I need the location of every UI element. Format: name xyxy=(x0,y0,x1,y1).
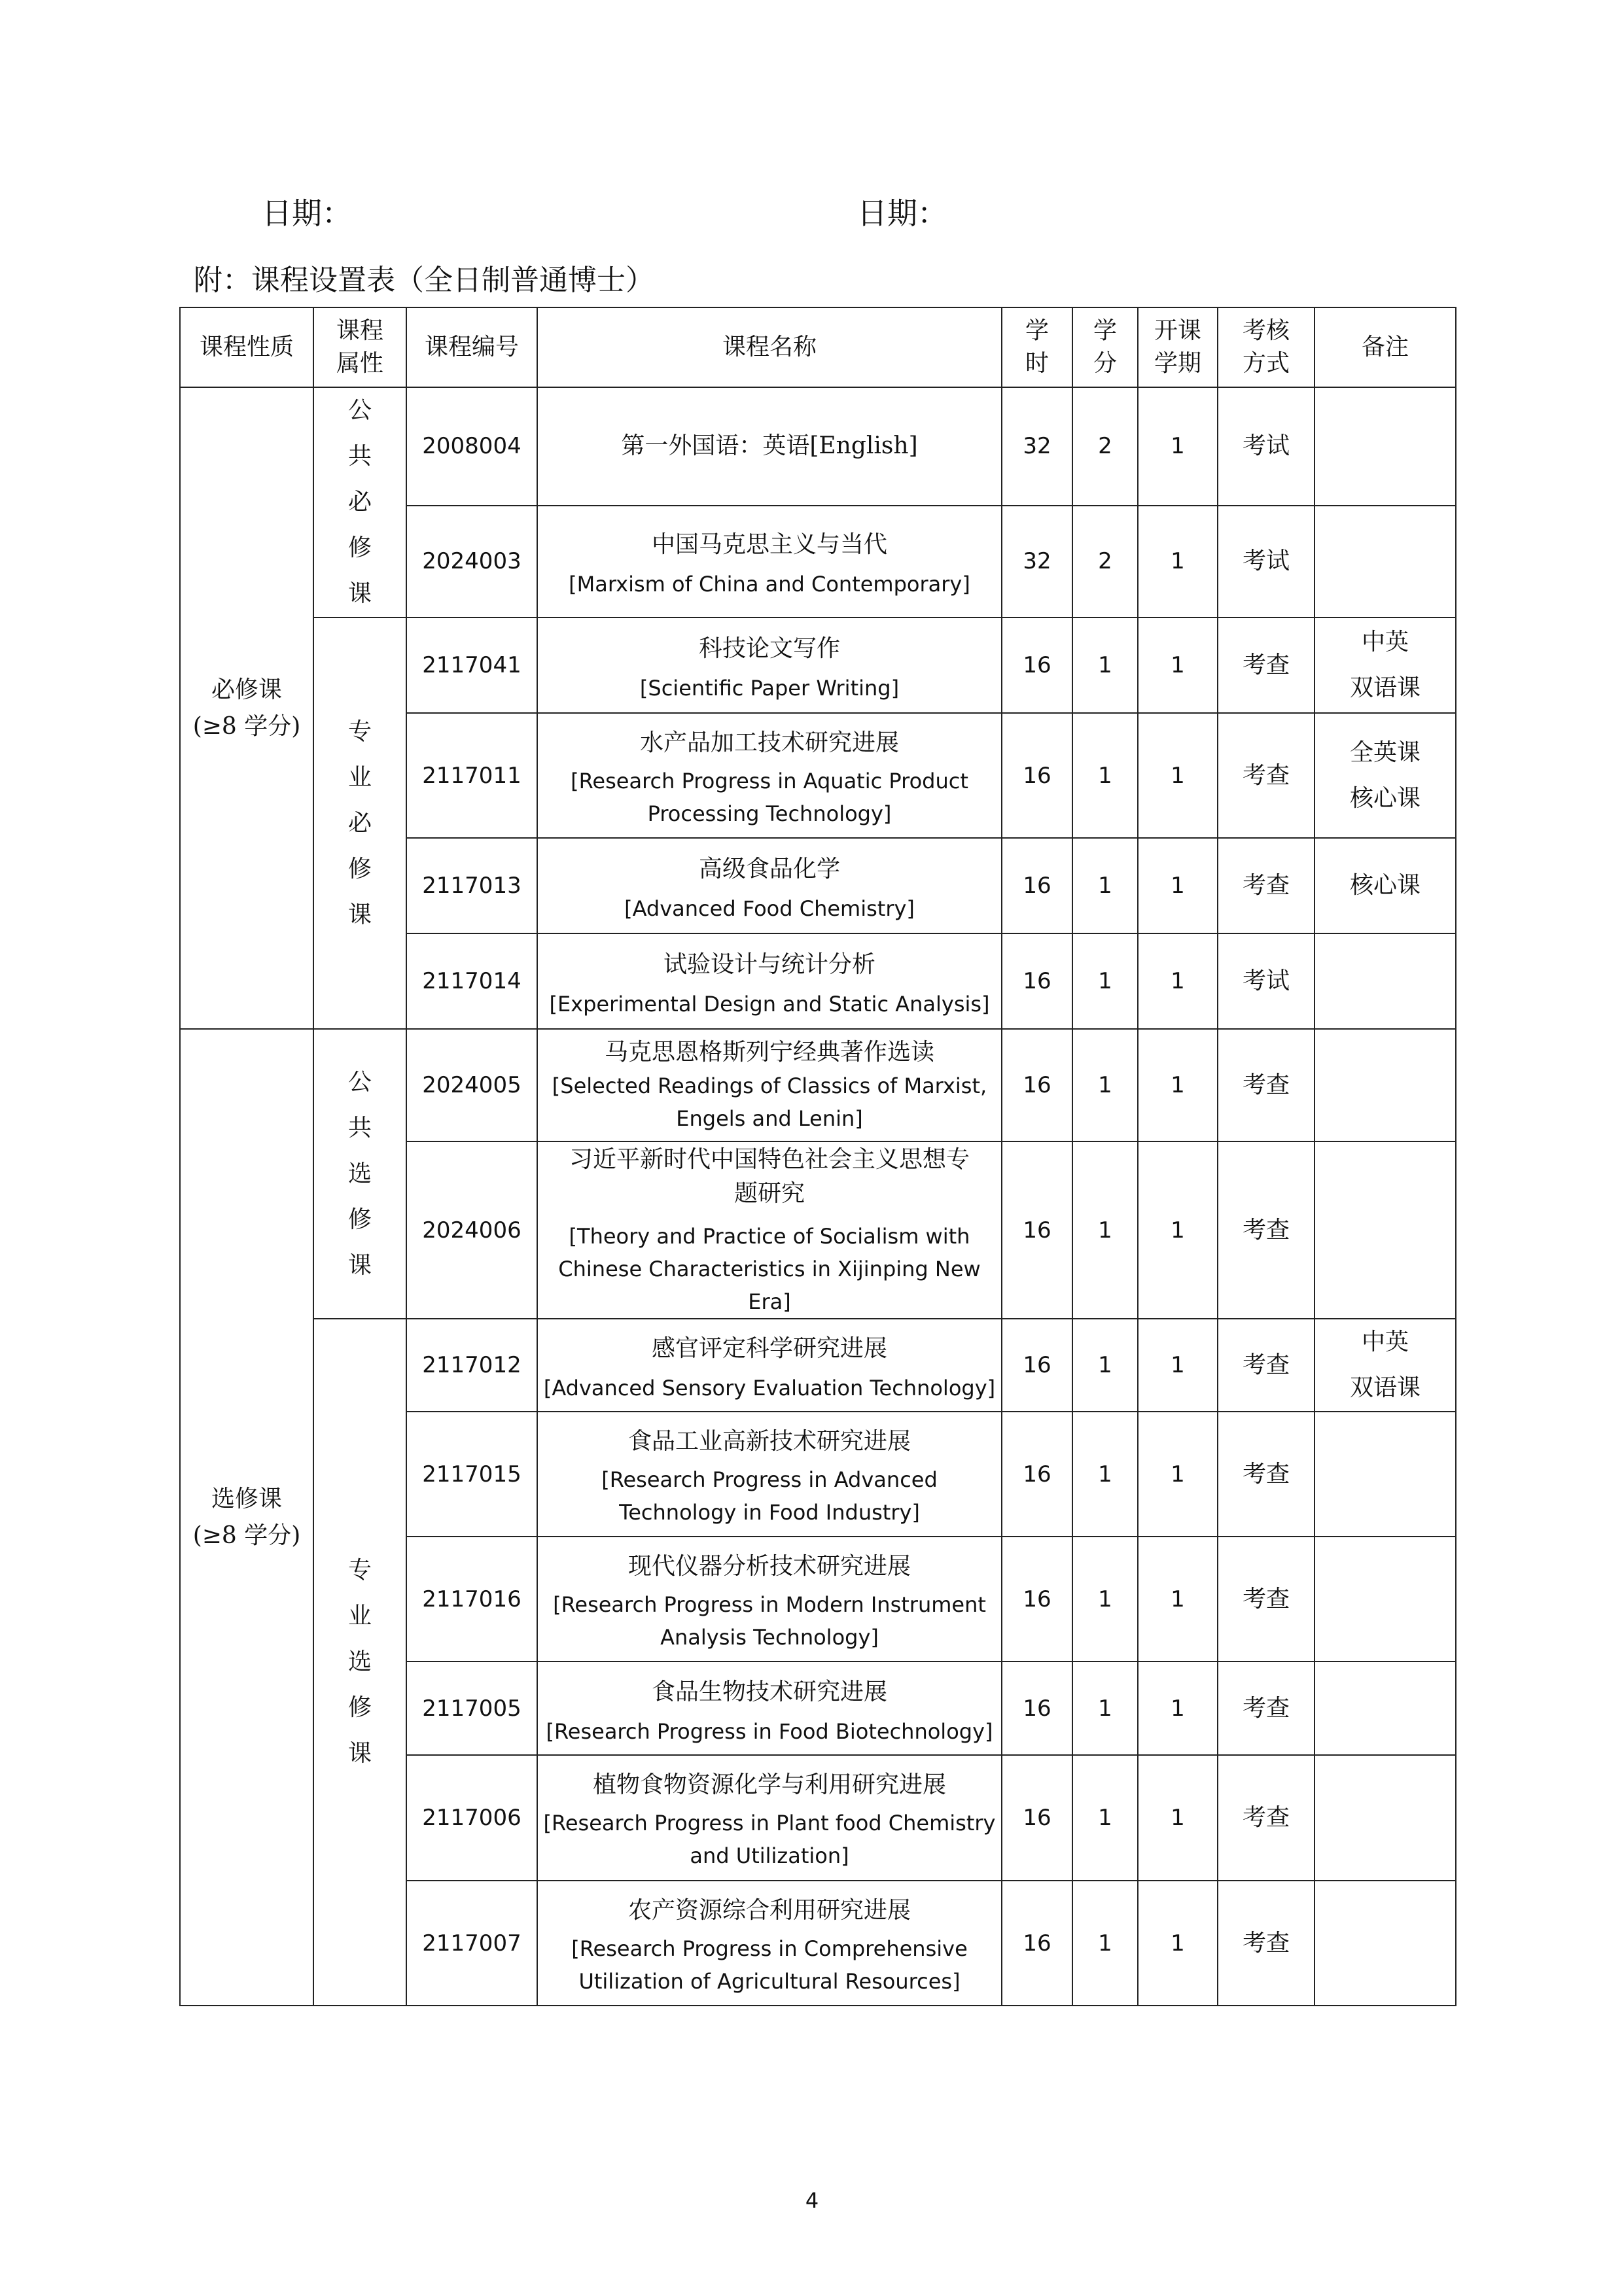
course-assessment: 考查 xyxy=(1218,713,1315,838)
header-code: 课程编号 xyxy=(406,307,537,387)
attribute-major-elective xyxy=(313,1319,406,2006)
course-code: 2117006 xyxy=(406,1755,537,1881)
course-name xyxy=(537,1141,1002,1319)
header-assessment xyxy=(1218,307,1315,387)
table-subtitle: 附：课程设置表（全日制普通博士） xyxy=(194,264,654,297)
course-semester: 1 xyxy=(1138,1141,1218,1319)
header-credits xyxy=(1072,307,1138,387)
table-row xyxy=(180,1029,1456,1141)
signature-date-left: 日期： xyxy=(262,196,352,231)
course-hours: 16 xyxy=(1002,933,1072,1029)
course-name-cn: 科技论文写作 xyxy=(698,635,840,662)
course-name-en: [Theory and Practice of Socialism with Chinese Characteristics in Xijinping New Era] xyxy=(558,1223,981,1314)
attribute-label: 专业选修课 xyxy=(347,1557,372,1767)
course-remark xyxy=(1315,1881,1456,2006)
course-name-en: [Research Progress in Modern Instrument Analysis Technology] xyxy=(553,1592,986,1650)
course-hours: 16 xyxy=(1002,1412,1072,1537)
course-name xyxy=(537,838,1002,933)
remark-line: 双语课 xyxy=(1349,1374,1421,1401)
course-remark xyxy=(1315,1319,1456,1412)
course-name-cn: 感官评定科学研究进展 xyxy=(651,1335,887,1362)
header-assessment-label: 考核方式 xyxy=(1242,317,1290,377)
attribute-label: 专业必修课 xyxy=(347,718,372,928)
course-hours: 16 xyxy=(1002,617,1072,713)
course-credits: 1 xyxy=(1072,1412,1138,1537)
course-assessment: 考查 xyxy=(1218,1881,1315,2006)
group-elective-credits: (≥8 学分) xyxy=(192,1522,301,1549)
course-remark xyxy=(1315,933,1456,1029)
header-hours xyxy=(1002,307,1072,387)
course-code: 2117011 xyxy=(406,713,537,838)
course-assessment: 考试 xyxy=(1218,506,1315,617)
course-credits: 1 xyxy=(1072,1755,1138,1881)
course-hours: 32 xyxy=(1002,506,1072,617)
course-credits: 1 xyxy=(1072,617,1138,713)
header-credits-label: 学分 xyxy=(1093,317,1117,377)
course-assessment: 考试 xyxy=(1218,387,1315,506)
course-name-cn: 植物食物资源化学与利用研究进展 xyxy=(592,1771,946,1798)
course-assessment: 考查 xyxy=(1218,1537,1315,1661)
course-name xyxy=(537,1537,1002,1661)
course-semester: 1 xyxy=(1138,1537,1218,1661)
course-remark xyxy=(1315,1412,1456,1537)
course-name-cn: 习近平新时代中国特色社会主义思想专题研究 xyxy=(569,1145,970,1207)
page-number: 4 xyxy=(805,2188,819,2213)
course-remark xyxy=(1315,1029,1456,1141)
table-row xyxy=(180,387,1456,506)
course-semester: 1 xyxy=(1138,1319,1218,1412)
course-name xyxy=(537,1319,1002,1412)
header-hours-label: 学时 xyxy=(1025,317,1049,377)
header-semester-label: 开课学期 xyxy=(1154,317,1201,377)
course-assessment: 考查 xyxy=(1218,1412,1315,1537)
course-name-cn: 水产品加工技术研究进展 xyxy=(639,729,899,756)
course-name-cn: 高级食品化学 xyxy=(698,856,840,882)
remark-line: 核心课 xyxy=(1349,872,1421,899)
course-name xyxy=(537,1755,1002,1881)
course-assessment: 考查 xyxy=(1218,838,1315,933)
course-name-en: [Advanced Food Chemistry] xyxy=(624,896,915,921)
course-remark xyxy=(1315,506,1456,617)
course-name-cn: 农产资源综合利用研究进展 xyxy=(627,1896,911,1924)
course-hours: 16 xyxy=(1002,1141,1072,1319)
course-remark xyxy=(1315,617,1456,713)
table-row xyxy=(180,1319,1456,1412)
course-credits: 1 xyxy=(1072,933,1138,1029)
table-row xyxy=(180,617,1456,713)
header-remarks: 备注 xyxy=(1315,307,1456,387)
remark-line: 中英 xyxy=(1361,629,1409,655)
course-code: 2117014 xyxy=(406,933,537,1029)
course-remark xyxy=(1315,1141,1456,1319)
header-name: 课程名称 xyxy=(537,307,1002,387)
course-name-cn: 马克思恩格斯列宁经典著作选读 xyxy=(604,1039,934,1066)
course-hours: 16 xyxy=(1002,1881,1072,2006)
course-name-en: [Marxism of China and Contemporary] xyxy=(569,572,970,597)
course-remark xyxy=(1315,387,1456,506)
course-code: 2117016 xyxy=(406,1537,537,1661)
course-hours: 16 xyxy=(1002,713,1072,838)
course-semester: 1 xyxy=(1138,1661,1218,1755)
course-assessment: 考查 xyxy=(1218,1141,1315,1319)
course-assessment: 考查 xyxy=(1218,1319,1315,1412)
course-hours: 16 xyxy=(1002,838,1072,933)
course-assessment: 考查 xyxy=(1218,1661,1315,1755)
course-name xyxy=(537,1412,1002,1537)
course-credits: 1 xyxy=(1072,713,1138,838)
group-required xyxy=(180,387,313,1029)
course-semester: 1 xyxy=(1138,387,1218,506)
course-code: 2117041 xyxy=(406,617,537,713)
course-credits: 1 xyxy=(1072,1029,1138,1141)
course-credits: 2 xyxy=(1072,387,1138,506)
course-code: 2024005 xyxy=(406,1029,537,1141)
course-hours: 16 xyxy=(1002,1755,1072,1881)
course-code: 2117005 xyxy=(406,1661,537,1755)
course-name-en: [Experimental Design and Static Analysis] xyxy=(549,992,990,1017)
course-code: 2117007 xyxy=(406,1881,537,2006)
group-required-label: 必修课 xyxy=(211,676,282,703)
course-semester: 1 xyxy=(1138,1412,1218,1537)
course-credits: 1 xyxy=(1072,1661,1138,1755)
course-name-en: [Research Progress in Comprehensive Utilization of Agricultural Resources] xyxy=(571,1936,968,1994)
course-remark xyxy=(1315,838,1456,933)
course-name-en: [Research Progress in Food Biotechnology] xyxy=(546,1718,993,1744)
course-name xyxy=(537,1029,1002,1141)
attribute-label: 公共选修课 xyxy=(347,1068,372,1279)
course-code: 2024006 xyxy=(406,1141,537,1319)
course-semester: 1 xyxy=(1138,1029,1218,1141)
course-name-en: [Scientific Paper Writing] xyxy=(639,676,900,701)
course-semester: 1 xyxy=(1138,933,1218,1029)
course-hours: 16 xyxy=(1002,1661,1072,1755)
course-code: 2117012 xyxy=(406,1319,537,1412)
course-semester: 1 xyxy=(1138,1881,1218,2006)
course-credits: 1 xyxy=(1072,1319,1138,1412)
remark-line: 中英 xyxy=(1361,1329,1409,1355)
course-semester: 1 xyxy=(1138,506,1218,617)
course-remark xyxy=(1315,1661,1456,1755)
course-name xyxy=(537,1661,1002,1755)
course-semester: 1 xyxy=(1138,838,1218,933)
course-code: 2008004 xyxy=(406,387,537,506)
remark-line: 双语课 xyxy=(1349,674,1421,701)
course-semester: 1 xyxy=(1138,1755,1218,1881)
attribute-public-required xyxy=(313,387,406,617)
course-code: 2117013 xyxy=(406,838,537,933)
remark-line: 全英课 xyxy=(1349,739,1421,766)
header-semester xyxy=(1138,307,1218,387)
course-code: 2024003 xyxy=(406,506,537,617)
course-name-cn: 中国马克思主义与当代 xyxy=(651,531,887,559)
table-header-row xyxy=(180,307,1456,387)
course-name-en: [Research Progress in Advanced Technology in Food Industry] xyxy=(601,1467,938,1525)
course-assessment: 考查 xyxy=(1218,1029,1315,1141)
attribute-major-required xyxy=(313,617,406,1029)
course-code: 2117015 xyxy=(406,1412,537,1537)
course-hours: 16 xyxy=(1002,1029,1072,1141)
course-remark xyxy=(1315,1537,1456,1661)
course-name-cn: 食品工业高新技术研究进展 xyxy=(627,1427,911,1455)
course-semester: 1 xyxy=(1138,713,1218,838)
course-credits: 1 xyxy=(1072,1141,1138,1319)
course-assessment: 考试 xyxy=(1218,933,1315,1029)
course-assessment: 考查 xyxy=(1218,617,1315,713)
course-name xyxy=(537,387,1002,506)
course-hours: 16 xyxy=(1002,1537,1072,1661)
course-remark xyxy=(1315,1755,1456,1881)
attribute-public-elective xyxy=(313,1029,406,1319)
course-assessment: 考查 xyxy=(1218,1755,1315,1881)
course-name xyxy=(537,933,1002,1029)
signature-date-right: 日期： xyxy=(857,196,947,231)
group-elective-label: 选修课 xyxy=(211,1485,282,1512)
course-credits: 2 xyxy=(1072,506,1138,617)
course-name-cn: 现代仪器分析技术研究进展 xyxy=(627,1552,911,1580)
group-required-credits: (≥8 学分) xyxy=(192,712,301,740)
course-name xyxy=(537,617,1002,713)
course-name xyxy=(537,713,1002,838)
course-hours: 16 xyxy=(1002,1319,1072,1412)
course-remark xyxy=(1315,713,1456,838)
remark-line: 核心课 xyxy=(1349,784,1421,812)
course-semester: 1 xyxy=(1138,617,1218,713)
course-table xyxy=(179,307,1456,2006)
course-name xyxy=(537,506,1002,617)
header-nature: 课程性质 xyxy=(180,307,313,387)
course-name-en: [Research Progress in Plant food Chemistry and Utilization] xyxy=(543,1811,996,1868)
course-name-cn: 食品生物技术研究进展 xyxy=(651,1678,887,1705)
course-name-cn: 第一外国语：英语[English] xyxy=(621,432,918,460)
course-name-en: [Advanced Sensory Evaluation Technology] xyxy=(543,1376,996,1400)
course-credits: 1 xyxy=(1072,838,1138,933)
course-credits: 1 xyxy=(1072,1537,1138,1661)
course-hours: 32 xyxy=(1002,387,1072,506)
course-name xyxy=(537,1881,1002,2006)
group-elective xyxy=(180,1029,313,2006)
course-name-en: [Selected Readings of Classics of Marxist, Engels and Lenin] xyxy=(552,1073,987,1131)
course-name-en: [Research Progress in Aquatic Product Processing Technology] xyxy=(571,768,968,826)
course-name-cn: 试验设计与统计分析 xyxy=(663,951,875,978)
course-credits: 1 xyxy=(1072,1881,1138,2006)
header-attribute xyxy=(313,307,406,387)
header-attribute-label: 课程属性 xyxy=(336,317,383,377)
attribute-label: 公共必修课 xyxy=(347,397,372,607)
